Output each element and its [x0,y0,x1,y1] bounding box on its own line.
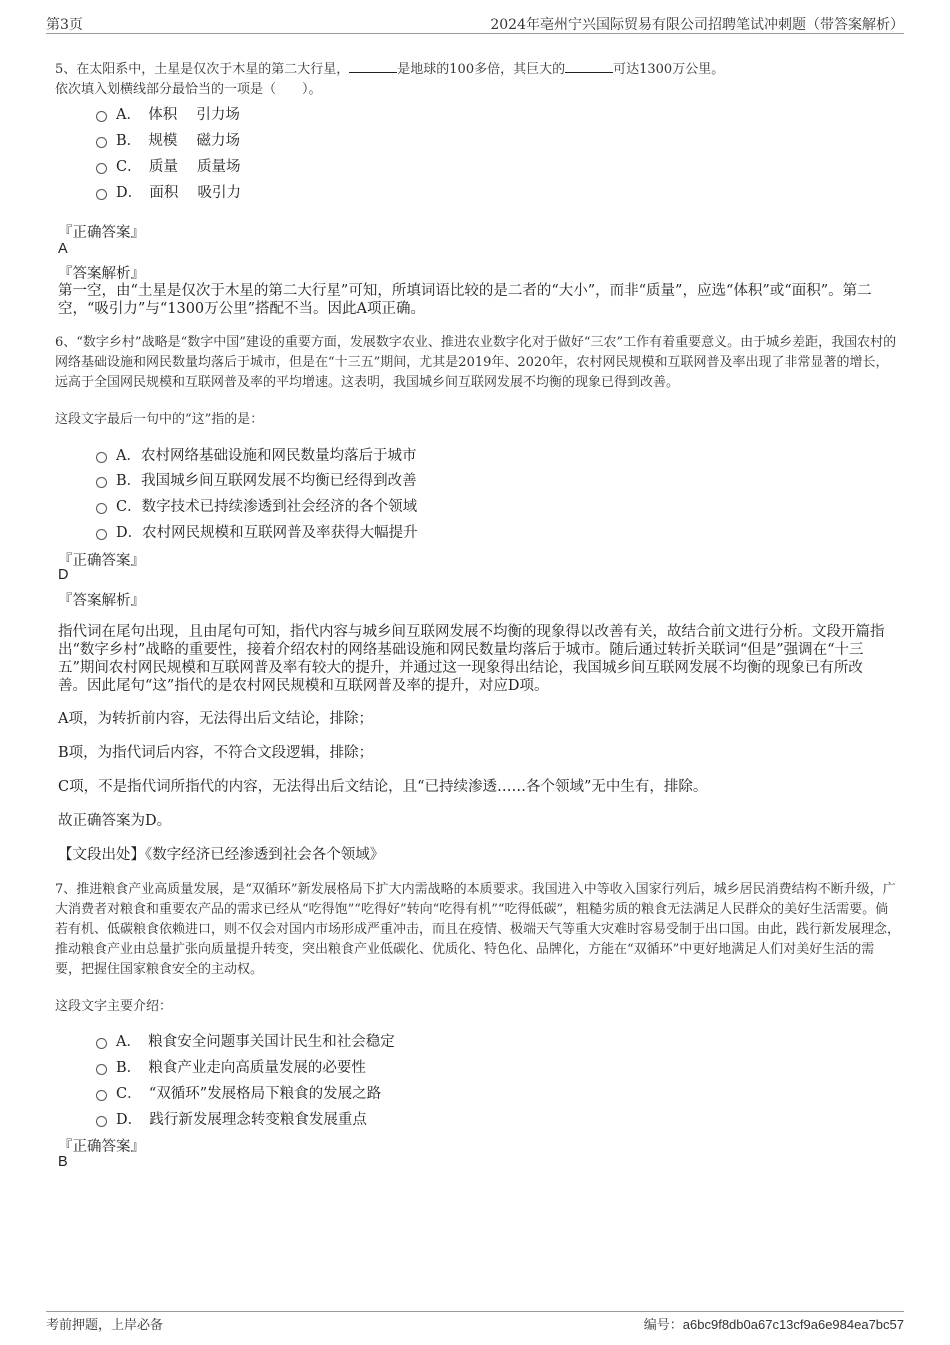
q5-text-c: 可达1300万公里。 [613,62,725,77]
header-divider [46,33,904,34]
q5-option-c[interactable] [96,155,240,176]
q6-option-b[interactable] [96,469,417,490]
q7-option-b-label: B． 粮食产业走向高质量发展的必要性 [116,1060,366,1076]
q5-analysis-label: 『答案解析』 [58,266,145,282]
radio-icon[interactable] [96,189,107,200]
radio-icon[interactable] [96,1064,107,1075]
radio-icon[interactable] [96,477,107,488]
radio-icon[interactable] [96,163,107,174]
q7-option-c[interactable] [96,1082,381,1103]
q6-option-b-label: B．我国城乡间互联网发展不均衡已经得到改善 [116,473,417,489]
q5-option-b[interactable] [96,129,240,150]
q5-blank-1 [349,72,397,73]
document-code-value: a6bc9f8db0a67c13cf9a6e984ea7bc57 [682,1317,904,1332]
q6-option-a-label: A．农村网络基础设施和网民数量均落后于城市 [116,448,417,464]
q5-blank-2 [565,72,613,73]
q5-text-b: 是地球的100多倍，其巨大的 [397,62,566,77]
radio-icon[interactable] [96,137,107,148]
document-code [644,1314,904,1333]
q6-note-b: B项，为指代词后内容，不符合文段逻辑，排除； [58,745,374,761]
radio-icon[interactable] [96,503,107,514]
document-title: 2024年亳州宁兴国际贸易有限公司招聘笔试冲刺题（带答案解析） [490,17,904,33]
q7-option-d[interactable] [96,1108,367,1129]
q6-option-a[interactable] [96,444,416,465]
radio-icon[interactable] [96,1038,107,1049]
q5-text [55,60,900,80]
q6-analysis-label: 『答案解析』 [58,593,145,609]
radio-icon[interactable] [96,1090,107,1101]
q7-answer: B [58,1154,68,1170]
radio-icon[interactable] [96,1116,107,1127]
q5-answer: A [58,241,68,257]
q6-option-c-label: C．数字技术已持续渗透到社会经济的各个领域 [116,499,418,515]
q5-option-d-label: D． 面积 吸引力 [116,185,241,201]
q7-option-b[interactable] [96,1056,366,1077]
footer-slogan: 考前押题，上岸必备 [46,1318,164,1333]
q5-instruction: 依次填入划横线部分最恰当的一项是（ ）。 [55,82,322,97]
q6-analysis: 指代词在尾句出现，且由尾句可知，指代内容与城乡间互联网发展不均衡的现象得以改善有关，故结合前文进行分析。文段开篇指出“数字乡村”战略的重要性，接着介绍农村的网络基础设施和网民数量均落后于城市。随后通过转折关联词“但是”强调在“十三五”期间农村网民规模和互联网普及率有较大的提升，并通过这一现象得出结论，我国城乡间互联网发展不均衡的现象已有所改善。因此尾句“这”指代的是农村网民规模和互联网普及率的提升，对应D项。 [58,624,885,694]
q5-option-d[interactable] [96,181,241,202]
radio-icon[interactable] [96,111,107,122]
q7-text: 7、推进粮食产业高质量发展，是“双循环”新发展格局下扩大内需战略的本质要求。我国进入中等收入国家行列后，城乡居民消费结构不断升级，广大消费者对粮食和重要农产品的需求已经从“吃得饱”“吃得好”转向“吃得有机”“吃得低碳”，粗糙劣质的粮食无法满足人民群众的美好生活需要。倘若有机、低碳粮食依赖进口，则不仅会对国内市场形成严重冲击，而且在疫情、极端天气等重大灾难时容易受制于出口国。由此，践行新发展理念，推动粮食产业由总量扩张向质量提升转变，突出粮食产业低碳化、优质化、特色化、品牌化，方能在“双循环”中更好地满足人们对美好生活的需要，把握住国家粮食安全的主动权。 [55,882,901,977]
document-code-label: 编号： [643,1318,683,1333]
q6-source: 【文段出处】《数字经济已经渗透到社会各个领域》 [58,847,385,863]
q6-option-d-label: D．农村网民规模和互联网普及率获得大幅提升 [116,525,418,541]
q6-answer: D [58,567,69,583]
q6-text: 6、“数字乡村”战略是“数字中国”建设的重要方面，发展数字农业、推进农业数字化对于做好“三农”工作有着重要意义。由于城乡差距，我国农村的网络基础设施和网民数量均落后于城市，但是在“十三五”期间，尤其是2019年、2020年，农村网民规模和互联网普及率出现了非常显著的增长，远高于全国网民规模和互联网普及率的平均增速。这表明，我国城乡间互联网发展不均衡的现象已得到改善。 [55,335,897,390]
q7-option-d-label: D． 践行新发展理念转变粮食发展重点 [116,1112,367,1128]
q7-option-a-label: A． 粮食安全问题事关国计民生和社会稳定 [116,1034,395,1050]
q6-note-c: C项，不是指代词所指代的内容，无法得出后文结论，且“已持续渗透……各个领域”无中生有，排除。 [58,779,708,795]
q7-correct-label: 『正确答案』 [58,1139,145,1155]
q5-option-a[interactable] [96,103,240,124]
q5-option-c-label: C． 质量 质量场 [116,159,241,175]
q6-correct-label: 『正确答案』 [58,553,145,569]
q6-note-a: A项，为转折前内容，无法得出后文结论，排除； [58,711,373,727]
q6-conclusion: 故正确答案为D。 [58,813,172,829]
q7-stem: 这段文字主要介绍： [55,999,173,1014]
q6-option-d[interactable] [96,521,418,542]
q6-option-c[interactable] [96,495,417,516]
q5-analysis: 第一空，由“土星是仅次于木星的第二大行星”可知，所填词语比较的是二者的“大小”，而非“质量”，应选“体积”或“面积”。第二空，“吸引力”与“1300万公里”搭配不当。因此A项正确。 [58,283,872,317]
radio-icon[interactable] [96,529,107,540]
q5-correct-label: 『正确答案』 [58,225,145,241]
q5-text-a: 5、在太阳系中，土星是仅次于木星的第二大行星， [55,62,350,77]
page-number: 第3页 [46,17,83,33]
q5-option-b-label: B． 规模 磁力场 [116,133,241,149]
q7-option-c-label: C． “双循环”发展格局下粮食的发展之路 [116,1086,382,1102]
q7-option-a[interactable] [96,1030,395,1051]
q6-stem: 这段文字最后一句中的“这”指的是： [55,412,264,427]
q5-option-a-label: A． 体积 引力场 [116,107,240,123]
radio-icon[interactable] [96,452,107,463]
footer-divider [46,1311,904,1312]
